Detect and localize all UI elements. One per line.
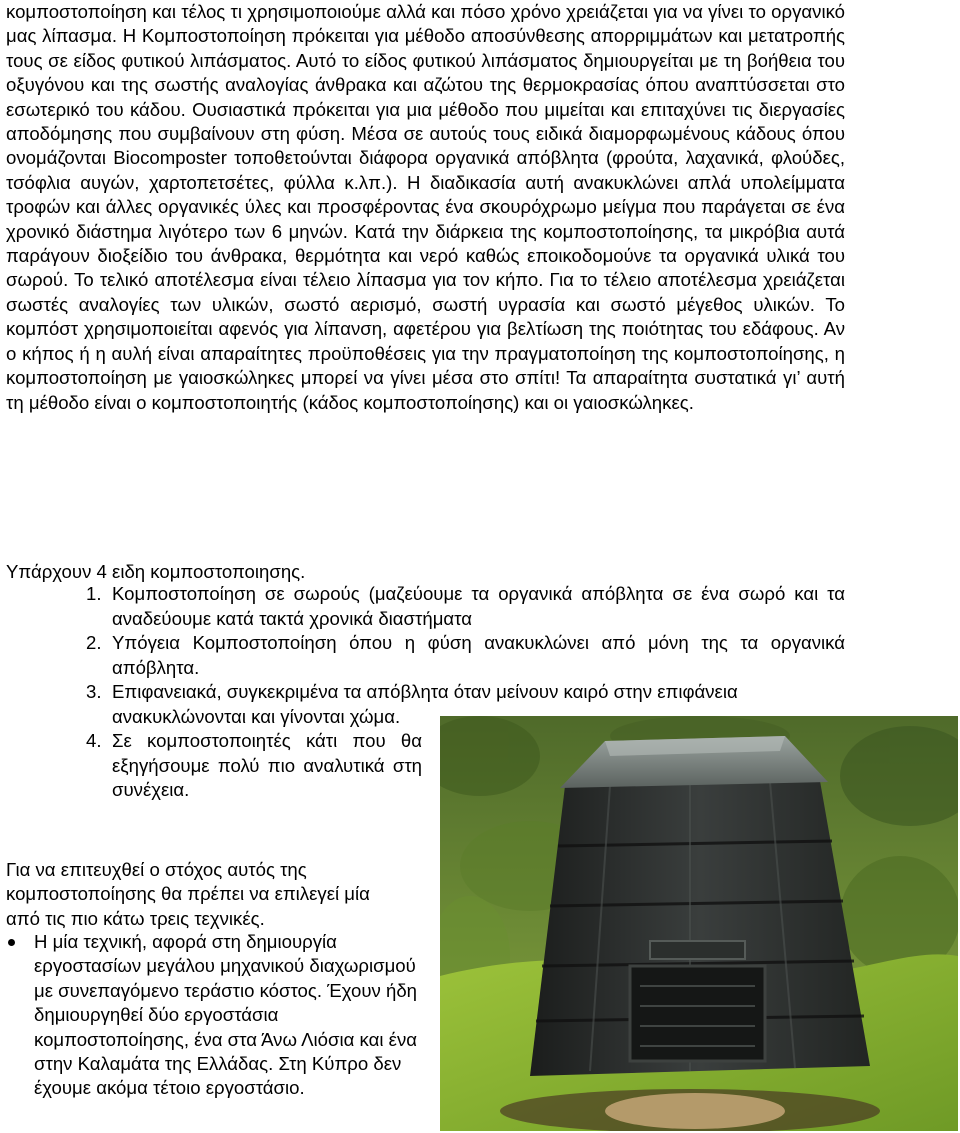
- list-item-text: Κομποστοποίηση σε σωρούς (μαζεύουμε τα οργανικά απόβλητα σε ένα σωρό και τα αναδεύουμε κατά τακτά χρονικά διαστήματα: [112, 583, 845, 629]
- bullet-icon: [8, 939, 15, 946]
- list-item: [86, 631, 845, 680]
- bullet-text: Η μία τεχνική, αφορά στη δημιουργία εργοστασίων μεγάλου μηχανικού διαχωρισμού με συνεπαγόμενο τεράστιο κόστος. Έχουν ήδη δημιουργηθεί δύο εργοστάσια κομποστοποίησης, ένα στα Άνω Λιόσια και ένα στην Καλαμάτα της Ελλάδας. Στη Κύπρο δεν έχουμε ακόμα τέτοιο εργοστάσιο.: [34, 931, 418, 1099]
- techniques-paragraph: Για να επιτευχθεί ο στόχος αυτός της κομποστοποίησης θα πρέπει να επιλεγεί μία από τις πιο κάτω τρεις τεχνικές.: [6, 859, 370, 929]
- list-number: 2.: [86, 632, 102, 653]
- types-intro: Υπάρχουν 4 ειδη κομποστοποιησης.: [6, 561, 306, 582]
- compost-bin-photo: [440, 716, 958, 1131]
- compost-bin-illustration: [440, 716, 958, 1131]
- list-item-text: Σε κομποστοποιητές κάτι που θα εξηγήσουμε πολύ πιο αναλυτικά στη συνέχεια.: [112, 730, 422, 800]
- list-item-text-continued: ανακυκλώνονται και γίνονται χώμα.: [112, 705, 401, 727]
- bullet-item: [6, 930, 426, 1101]
- list-item: [86, 582, 845, 631]
- techniques-list: [6, 930, 426, 1101]
- list-number: 3.: [86, 681, 102, 702]
- list-item-text: Υπόγεια Κομποστοποίηση όπου η φύση ανακυκλώνει από μόνη της τα οργανικά απόβλητα.: [112, 632, 845, 678]
- list-number: 4.: [86, 730, 102, 751]
- list-number: 1.: [86, 583, 102, 604]
- main-paragraph: κομποστοποίηση και τέλος τι χρησιμοποιούμε αλλά και πόσο χρόνο χρειάζεται για να γίνει το οργανικό μας λίπασμα. Η Κομποστοποίηση πρόκειται για μέθοδο αποσύνθεσης απορριμμάτων και μετατροπής τους σε είδος φυτικού λιπάσματος. Αυτό το είδος φυτικού λιπάσματος δημιουργείται με τη βοήθεια του οξυγόνου και της σωστής αναλογίας άνθρακα και αζώτου της θερμοκρασίας όπου αναπτύσσεται στο εσωτερικό του κάδου. Ουσιαστικά πρόκειται για μια μέθοδο που μιμείται και επιταχύνει τις διεργασίες αποδόμησης που συμβαίνουν στη φύση. Μέσα σε αυτούς τους ειδικά διαμορφωμένους κάδους όπου ονομάζονται Biocomposter τοποθετούνται διάφορα οργανικά απόβλητα (φρούτα, λαχανικά, φλούδες, τσόφλια αυγών, χαρτοπετσέτες, φύλλα κ.λπ.). Η διαδικασία αυτή ανακυκλώνει απλά υπολείμματα τροφών και άλλες οργανικές ύλες και προσφέροντας ένα σκουρόχρωμο μείγμα που παράγεται σε ένα χρονικό διάστημα λιγότερο των 6 μηνών. Κατά την διάρκεια της κομποστοποίησης, τα μικρόβια αυτά παράγουν διοξείδιο του άνθρακα, θερμότητα και νερό καθώς εποικοδομούνε τα οργανικά υλικά του σωρού. Το τελικό αποτέλεσμα είναι τέλειο λίπασμα για τον κήπο. Για το τέλειο αποτέλεσμα χρειάζεται σωστές αναλογίες των υλικών, σωστό αερισμό, σωστή υγρασία και σωστό μέγεθος υλικών. Το κομπόστ χρησιμοποιείται αφενός για λίπανση, αφετέρου για βελτίωση της ποιότητας του εδάφους. Αν ο κήπος ή η αυλή είναι απαραίτητες προϋποθέσεις για την πραγματοποίηση της κομποστοποίησης, η κομποστοποίηση με γαιοσκώληκες μπορεί να γίνει μέσα στο σπίτι! Τα απαραίτητα συστατικά γι’ αυτή τη μέθοδο είναι ο κομποστοποιητής (κάδος κομποστοποίησης) και οι γαιοσκώληκες.: [6, 1, 845, 413]
- list-item: [86, 729, 422, 803]
- list-item-text: Επιφανειακά, συγκεκριμένα τα απόβλητα όταν μείνουν καιρό στην επιφάνεια: [112, 681, 738, 702]
